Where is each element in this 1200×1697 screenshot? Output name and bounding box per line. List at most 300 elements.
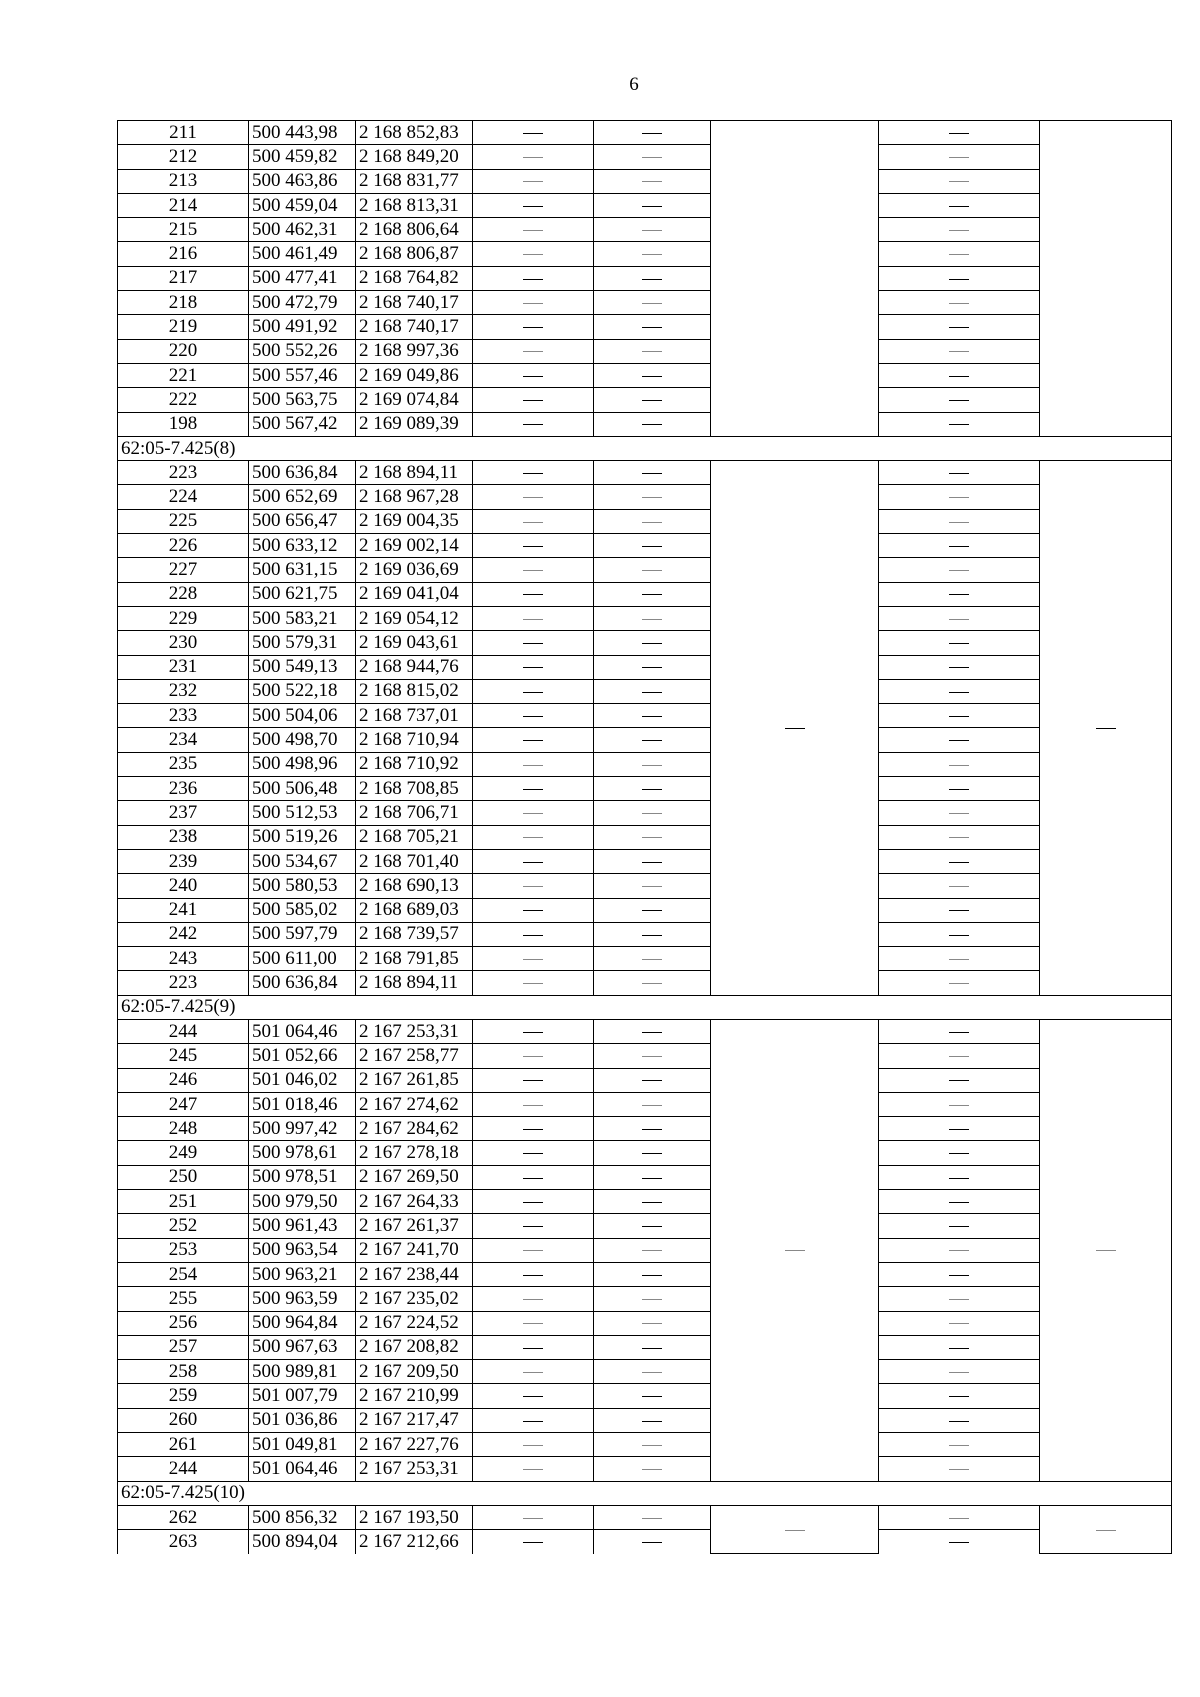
dash-mark: [642, 1421, 662, 1422]
dash-mark: [642, 327, 662, 328]
x-coordinate-cell: 500 989,81: [249, 1360, 356, 1384]
dash-cell: [594, 1214, 711, 1238]
dash-mark: [523, 594, 543, 595]
dash-mark: [949, 424, 969, 425]
y-coordinate-cell: 2 169 004,35: [356, 509, 473, 533]
dash-cell: [879, 509, 1040, 533]
dash-mark: [642, 570, 662, 571]
dash-mark: [949, 1202, 969, 1203]
y-coordinate-cell: 2 168 806,87: [356, 242, 473, 266]
point-number-cell: 217: [118, 266, 249, 290]
table-row: [118, 1238, 1172, 1262]
dash-mark: [642, 230, 662, 231]
x-coordinate-cell: 500 979,50: [249, 1190, 356, 1214]
point-number-cell: 234: [118, 728, 249, 752]
dash-mark: [523, 1323, 543, 1324]
dash-cell: [594, 193, 711, 217]
table-row: [118, 631, 1172, 655]
dash-cell: [473, 1238, 594, 1262]
point-number-cell: 226: [118, 534, 249, 558]
point-number-cell: 233: [118, 704, 249, 728]
point-number-cell: 228: [118, 582, 249, 606]
dash-mark: [523, 740, 543, 741]
dash-cell: [879, 777, 1040, 801]
x-coordinate-cell: 500 461,49: [249, 242, 356, 266]
y-coordinate-cell: 2 167 261,85: [356, 1068, 473, 1092]
dash-mark: [642, 1153, 662, 1154]
y-coordinate-cell: 2 168 690,13: [356, 874, 473, 898]
dash-mark: [523, 1299, 543, 1300]
y-coordinate-cell: 2 168 708,85: [356, 777, 473, 801]
point-number-cell: 253: [118, 1238, 249, 1262]
dash-mark: [949, 570, 969, 571]
table-row: [118, 193, 1172, 217]
dash-mark: [642, 546, 662, 547]
dash-cell: [594, 266, 711, 290]
dash-mark: [949, 1469, 969, 1470]
table-row: [118, 947, 1172, 971]
dash-mark: [523, 1105, 543, 1106]
point-number-cell: 246: [118, 1068, 249, 1092]
dash-cell: [879, 388, 1040, 412]
point-number-cell: 222: [118, 388, 249, 412]
point-number-cell: 250: [118, 1165, 249, 1189]
x-coordinate-cell: 500 963,54: [249, 1238, 356, 1262]
dash-mark: [949, 692, 969, 693]
point-number-cell: 238: [118, 825, 249, 849]
dash-mark: [642, 1105, 662, 1106]
dash-mark: [642, 254, 662, 255]
y-coordinate-cell: 2 168 831,77: [356, 169, 473, 193]
dash-mark: [642, 206, 662, 207]
dash-cell: [879, 1238, 1040, 1262]
dash-mark: [642, 1275, 662, 1276]
x-coordinate-cell: 500 563,75: [249, 388, 356, 412]
point-number-cell: 219: [118, 315, 249, 339]
dash-mark: [642, 1032, 662, 1033]
table-row: [118, 679, 1172, 703]
dash-cell: [473, 582, 594, 606]
dash-mark: [642, 837, 662, 838]
dash-cell: [594, 291, 711, 315]
dash-mark: [523, 1080, 543, 1081]
x-coordinate-cell: 500 491,92: [249, 315, 356, 339]
dash-mark: [523, 789, 543, 790]
dash-cell: [594, 1092, 711, 1116]
dash-cell: [879, 1190, 1040, 1214]
dash-mark: [642, 1372, 662, 1373]
table-row: [118, 266, 1172, 290]
dash-cell: [473, 1311, 594, 1335]
dash-cell: [473, 1068, 594, 1092]
dash-cell: [594, 1068, 711, 1092]
dash-mark: [949, 837, 969, 838]
dash-cell: [879, 704, 1040, 728]
dash-cell: [473, 631, 594, 655]
dash-mark: [949, 1323, 969, 1324]
table-row: [118, 1457, 1172, 1481]
dash-mark: [949, 740, 969, 741]
dash-mark: [642, 1299, 662, 1300]
y-coordinate-cell: 2 167 241,70: [356, 1238, 473, 1262]
dash-cell: [594, 777, 711, 801]
dash-cell: [473, 704, 594, 728]
dash-mark: [642, 1445, 662, 1446]
merged-dash-cell: [711, 461, 879, 996]
dash-cell: [473, 193, 594, 217]
dash-mark: [523, 862, 543, 863]
dash-cell: [594, 461, 711, 485]
dash-cell: [879, 1092, 1040, 1116]
dash-cell: [879, 145, 1040, 169]
dash-cell: [594, 849, 711, 873]
dash-mark: [523, 1396, 543, 1397]
point-number-cell: 247: [118, 1092, 249, 1116]
dash-mark: [642, 1542, 662, 1543]
dash-cell: [473, 534, 594, 558]
dash-mark: [642, 1323, 662, 1324]
y-coordinate-cell: 2 168 852,83: [356, 121, 473, 145]
dash-cell: [594, 145, 711, 169]
dash-cell: [473, 1360, 594, 1384]
table-row: [118, 655, 1172, 679]
merged-dash-cell: [1040, 461, 1172, 996]
dash-cell: [473, 461, 594, 485]
table-row: [118, 169, 1172, 193]
point-number-cell: 232: [118, 679, 249, 703]
x-coordinate-cell: 500 631,15: [249, 558, 356, 582]
point-number-cell: 262: [118, 1505, 249, 1529]
dash-mark: [949, 303, 969, 304]
dash-mark: [523, 1469, 543, 1470]
dash-mark: [523, 716, 543, 717]
x-coordinate-cell: 500 549,13: [249, 655, 356, 679]
dash-mark: [949, 376, 969, 377]
y-coordinate-cell: 2 167 217,47: [356, 1408, 473, 1432]
dash-mark: [642, 497, 662, 498]
point-number-cell: 252: [118, 1214, 249, 1238]
table-row: [118, 1287, 1172, 1311]
y-coordinate-cell: 2 167 238,44: [356, 1262, 473, 1286]
dash-cell: [473, 801, 594, 825]
dash-mark: [523, 619, 543, 620]
dash-cell: [594, 1433, 711, 1457]
dash-cell: [879, 242, 1040, 266]
dash-cell: [594, 1335, 711, 1359]
point-number-cell: 263: [118, 1530, 249, 1554]
dash-cell: [594, 363, 711, 387]
y-coordinate-cell: 2 168 737,01: [356, 704, 473, 728]
group-header-row: [118, 436, 1172, 460]
dash-cell: [473, 1214, 594, 1238]
dash-mark: [949, 133, 969, 134]
dash-mark: [949, 1250, 969, 1251]
merged-dash-cell: [711, 1505, 879, 1553]
point-number-cell: 214: [118, 193, 249, 217]
dash-cell: [594, 582, 711, 606]
x-coordinate-cell: 500 567,42: [249, 412, 356, 436]
point-number-cell: 216: [118, 242, 249, 266]
y-coordinate-cell: 2 167 208,82: [356, 1335, 473, 1359]
table-row: [118, 1262, 1172, 1286]
x-coordinate-cell: 500 978,61: [249, 1141, 356, 1165]
table-row: [118, 971, 1172, 995]
dash-cell: [879, 1117, 1040, 1141]
table-row: [118, 461, 1172, 485]
dash-mark: [949, 351, 969, 352]
dash-mark: [949, 1445, 969, 1446]
y-coordinate-cell: 2 168 944,76: [356, 655, 473, 679]
y-coordinate-cell: 2 167 253,31: [356, 1457, 473, 1481]
dash-mark: [949, 497, 969, 498]
dash-mark: [642, 424, 662, 425]
dash-cell: [879, 558, 1040, 582]
dash-mark: [949, 1080, 969, 1081]
dash-cell: [473, 169, 594, 193]
x-coordinate-cell: 500 519,26: [249, 825, 356, 849]
y-coordinate-cell: 2 168 815,02: [356, 679, 473, 703]
dash-mark: [642, 1469, 662, 1470]
dash-mark: [523, 837, 543, 838]
dash-cell: [473, 777, 594, 801]
dash-mark: [523, 1250, 543, 1251]
dash-mark: [1096, 728, 1116, 729]
dash-cell: [473, 509, 594, 533]
x-coordinate-cell: 500 963,21: [249, 1262, 356, 1286]
dash-mark: [642, 594, 662, 595]
dash-mark: [642, 716, 662, 717]
x-coordinate-cell: 500 597,79: [249, 922, 356, 946]
dash-mark: [523, 765, 543, 766]
y-coordinate-cell: 2 169 049,86: [356, 363, 473, 387]
y-coordinate-cell: 2 168 806,64: [356, 218, 473, 242]
dash-mark: [949, 230, 969, 231]
dash-mark: [949, 789, 969, 790]
table-row: [118, 1214, 1172, 1238]
dash-cell: [879, 339, 1040, 363]
point-number-cell: 224: [118, 485, 249, 509]
dash-cell: [879, 1165, 1040, 1189]
dash-mark: [949, 1056, 969, 1057]
dash-cell: [473, 315, 594, 339]
dash-cell: [594, 1384, 711, 1408]
x-coordinate-cell: 500 611,00: [249, 947, 356, 971]
dash-cell: [594, 1505, 711, 1529]
dash-cell: [879, 655, 1040, 679]
y-coordinate-cell: 2 168 740,17: [356, 291, 473, 315]
dash-cell: [594, 485, 711, 509]
dash-cell: [473, 1044, 594, 1068]
dash-mark: [523, 1056, 543, 1057]
dash-mark: [949, 813, 969, 814]
dash-cell: [473, 266, 594, 290]
dash-cell: [473, 485, 594, 509]
dash-mark: [785, 728, 805, 729]
point-number-cell: 248: [118, 1117, 249, 1141]
dash-mark: [642, 1518, 662, 1519]
table-row: [118, 801, 1172, 825]
dash-cell: [473, 1457, 594, 1481]
dash-mark: [523, 206, 543, 207]
dash-mark: [642, 1250, 662, 1251]
y-coordinate-cell: 2 168 967,28: [356, 485, 473, 509]
point-number-cell: 244: [118, 1457, 249, 1481]
dash-mark: [949, 206, 969, 207]
x-coordinate-cell: 500 967,63: [249, 1335, 356, 1359]
table-row: [118, 388, 1172, 412]
dash-mark: [523, 279, 543, 280]
y-coordinate-cell: 2 167 235,02: [356, 1287, 473, 1311]
dash-cell: [594, 922, 711, 946]
point-number-cell: 236: [118, 777, 249, 801]
dash-cell: [879, 922, 1040, 946]
point-number-cell: 237: [118, 801, 249, 825]
dash-mark: [642, 351, 662, 352]
dash-cell: [594, 606, 711, 630]
dash-cell: [594, 509, 711, 533]
dash-mark: [642, 862, 662, 863]
point-number-cell: 220: [118, 339, 249, 363]
dash-cell: [879, 971, 1040, 995]
y-coordinate-cell: 2 167 284,62: [356, 1117, 473, 1141]
merged-dash-cell: [711, 121, 879, 437]
dash-cell: [879, 193, 1040, 217]
y-coordinate-cell: 2 168 997,36: [356, 339, 473, 363]
dash-cell: [879, 1457, 1040, 1481]
y-coordinate-cell: 2 167 258,77: [356, 1044, 473, 1068]
x-coordinate-cell: 500 580,53: [249, 874, 356, 898]
dash-cell: [473, 1505, 594, 1529]
point-number-cell: 231: [118, 655, 249, 679]
dash-cell: [879, 266, 1040, 290]
y-coordinate-cell: 2 168 701,40: [356, 849, 473, 873]
dash-cell: [594, 1117, 711, 1141]
x-coordinate-cell: 500 636,84: [249, 461, 356, 485]
dash-mark: [642, 692, 662, 693]
dash-cell: [594, 898, 711, 922]
point-number-cell: 243: [118, 947, 249, 971]
dash-cell: [473, 1433, 594, 1457]
table-row: [118, 1165, 1172, 1189]
dash-mark: [523, 303, 543, 304]
x-coordinate-cell: 500 652,69: [249, 485, 356, 509]
dash-cell: [879, 679, 1040, 703]
dash-mark: [785, 1250, 805, 1251]
dash-cell: [879, 1044, 1040, 1068]
y-coordinate-cell: 2 167 193,50: [356, 1505, 473, 1529]
dash-mark: [949, 1518, 969, 1519]
dash-cell: [594, 704, 711, 728]
dash-mark: [642, 740, 662, 741]
table-row: [118, 898, 1172, 922]
table-row: [118, 752, 1172, 776]
dash-mark: [949, 254, 969, 255]
point-number-cell: 215: [118, 218, 249, 242]
group-label: 62:05-7.425(10): [118, 1481, 1172, 1505]
x-coordinate-cell: 500 506,48: [249, 777, 356, 801]
dash-mark: [523, 1129, 543, 1130]
dash-cell: [879, 461, 1040, 485]
table-row: [118, 1068, 1172, 1092]
x-coordinate-cell: 500 557,46: [249, 363, 356, 387]
dash-mark: [949, 473, 969, 474]
dash-cell: [879, 801, 1040, 825]
dash-mark: [642, 1348, 662, 1349]
dash-mark: [1096, 1530, 1116, 1531]
dash-cell: [594, 1457, 711, 1481]
dash-mark: [949, 959, 969, 960]
dash-cell: [594, 825, 711, 849]
dash-cell: [879, 218, 1040, 242]
dash-mark: [642, 983, 662, 984]
dash-cell: [594, 1044, 711, 1068]
dash-mark: [949, 765, 969, 766]
dash-cell: [473, 1141, 594, 1165]
dash-cell: [879, 121, 1040, 145]
table-row: [118, 874, 1172, 898]
dash-mark: [949, 157, 969, 158]
dash-cell: [594, 874, 711, 898]
dash-cell: [594, 1360, 711, 1384]
dash-cell: [879, 1433, 1040, 1457]
dash-mark: [642, 959, 662, 960]
group-header-row: [118, 995, 1172, 1019]
dash-mark: [523, 886, 543, 887]
dash-cell: [879, 1214, 1040, 1238]
dash-mark: [523, 910, 543, 911]
x-coordinate-cell: 501 052,66: [249, 1044, 356, 1068]
x-coordinate-cell: 500 636,84: [249, 971, 356, 995]
table-row: [118, 849, 1172, 873]
dash-mark: [949, 619, 969, 620]
dash-cell: [594, 1311, 711, 1335]
point-number-cell: 245: [118, 1044, 249, 1068]
dash-mark: [949, 1153, 969, 1154]
dash-mark: [523, 813, 543, 814]
x-coordinate-cell: 500 633,12: [249, 534, 356, 558]
y-coordinate-cell: 2 168 706,71: [356, 801, 473, 825]
dash-mark: [642, 1202, 662, 1203]
table-row: [118, 1141, 1172, 1165]
dash-cell: [594, 121, 711, 145]
x-coordinate-cell: 500 621,75: [249, 582, 356, 606]
dash-mark: [949, 1226, 969, 1227]
dash-mark: [523, 351, 543, 352]
dash-cell: [594, 679, 711, 703]
point-number-cell: 261: [118, 1433, 249, 1457]
dash-mark: [642, 522, 662, 523]
table-row: [118, 582, 1172, 606]
dash-cell: [594, 1141, 711, 1165]
dash-cell: [879, 1384, 1040, 1408]
dash-cell: [594, 655, 711, 679]
point-number-cell: 239: [118, 849, 249, 873]
dash-mark: [949, 886, 969, 887]
dash-cell: [594, 728, 711, 752]
group-header-row: [118, 1481, 1172, 1505]
dash-cell: [879, 315, 1040, 339]
point-number-cell: 256: [118, 1311, 249, 1335]
dash-mark: [949, 546, 969, 547]
x-coordinate-cell: 500 534,67: [249, 849, 356, 873]
dash-cell: [879, 1360, 1040, 1384]
dash-cell: [879, 1019, 1040, 1043]
dash-mark: [949, 1396, 969, 1397]
dash-cell: [879, 874, 1040, 898]
dash-mark: [949, 400, 969, 401]
y-coordinate-cell: 2 167 274,62: [356, 1092, 473, 1116]
dash-cell: [473, 1408, 594, 1432]
